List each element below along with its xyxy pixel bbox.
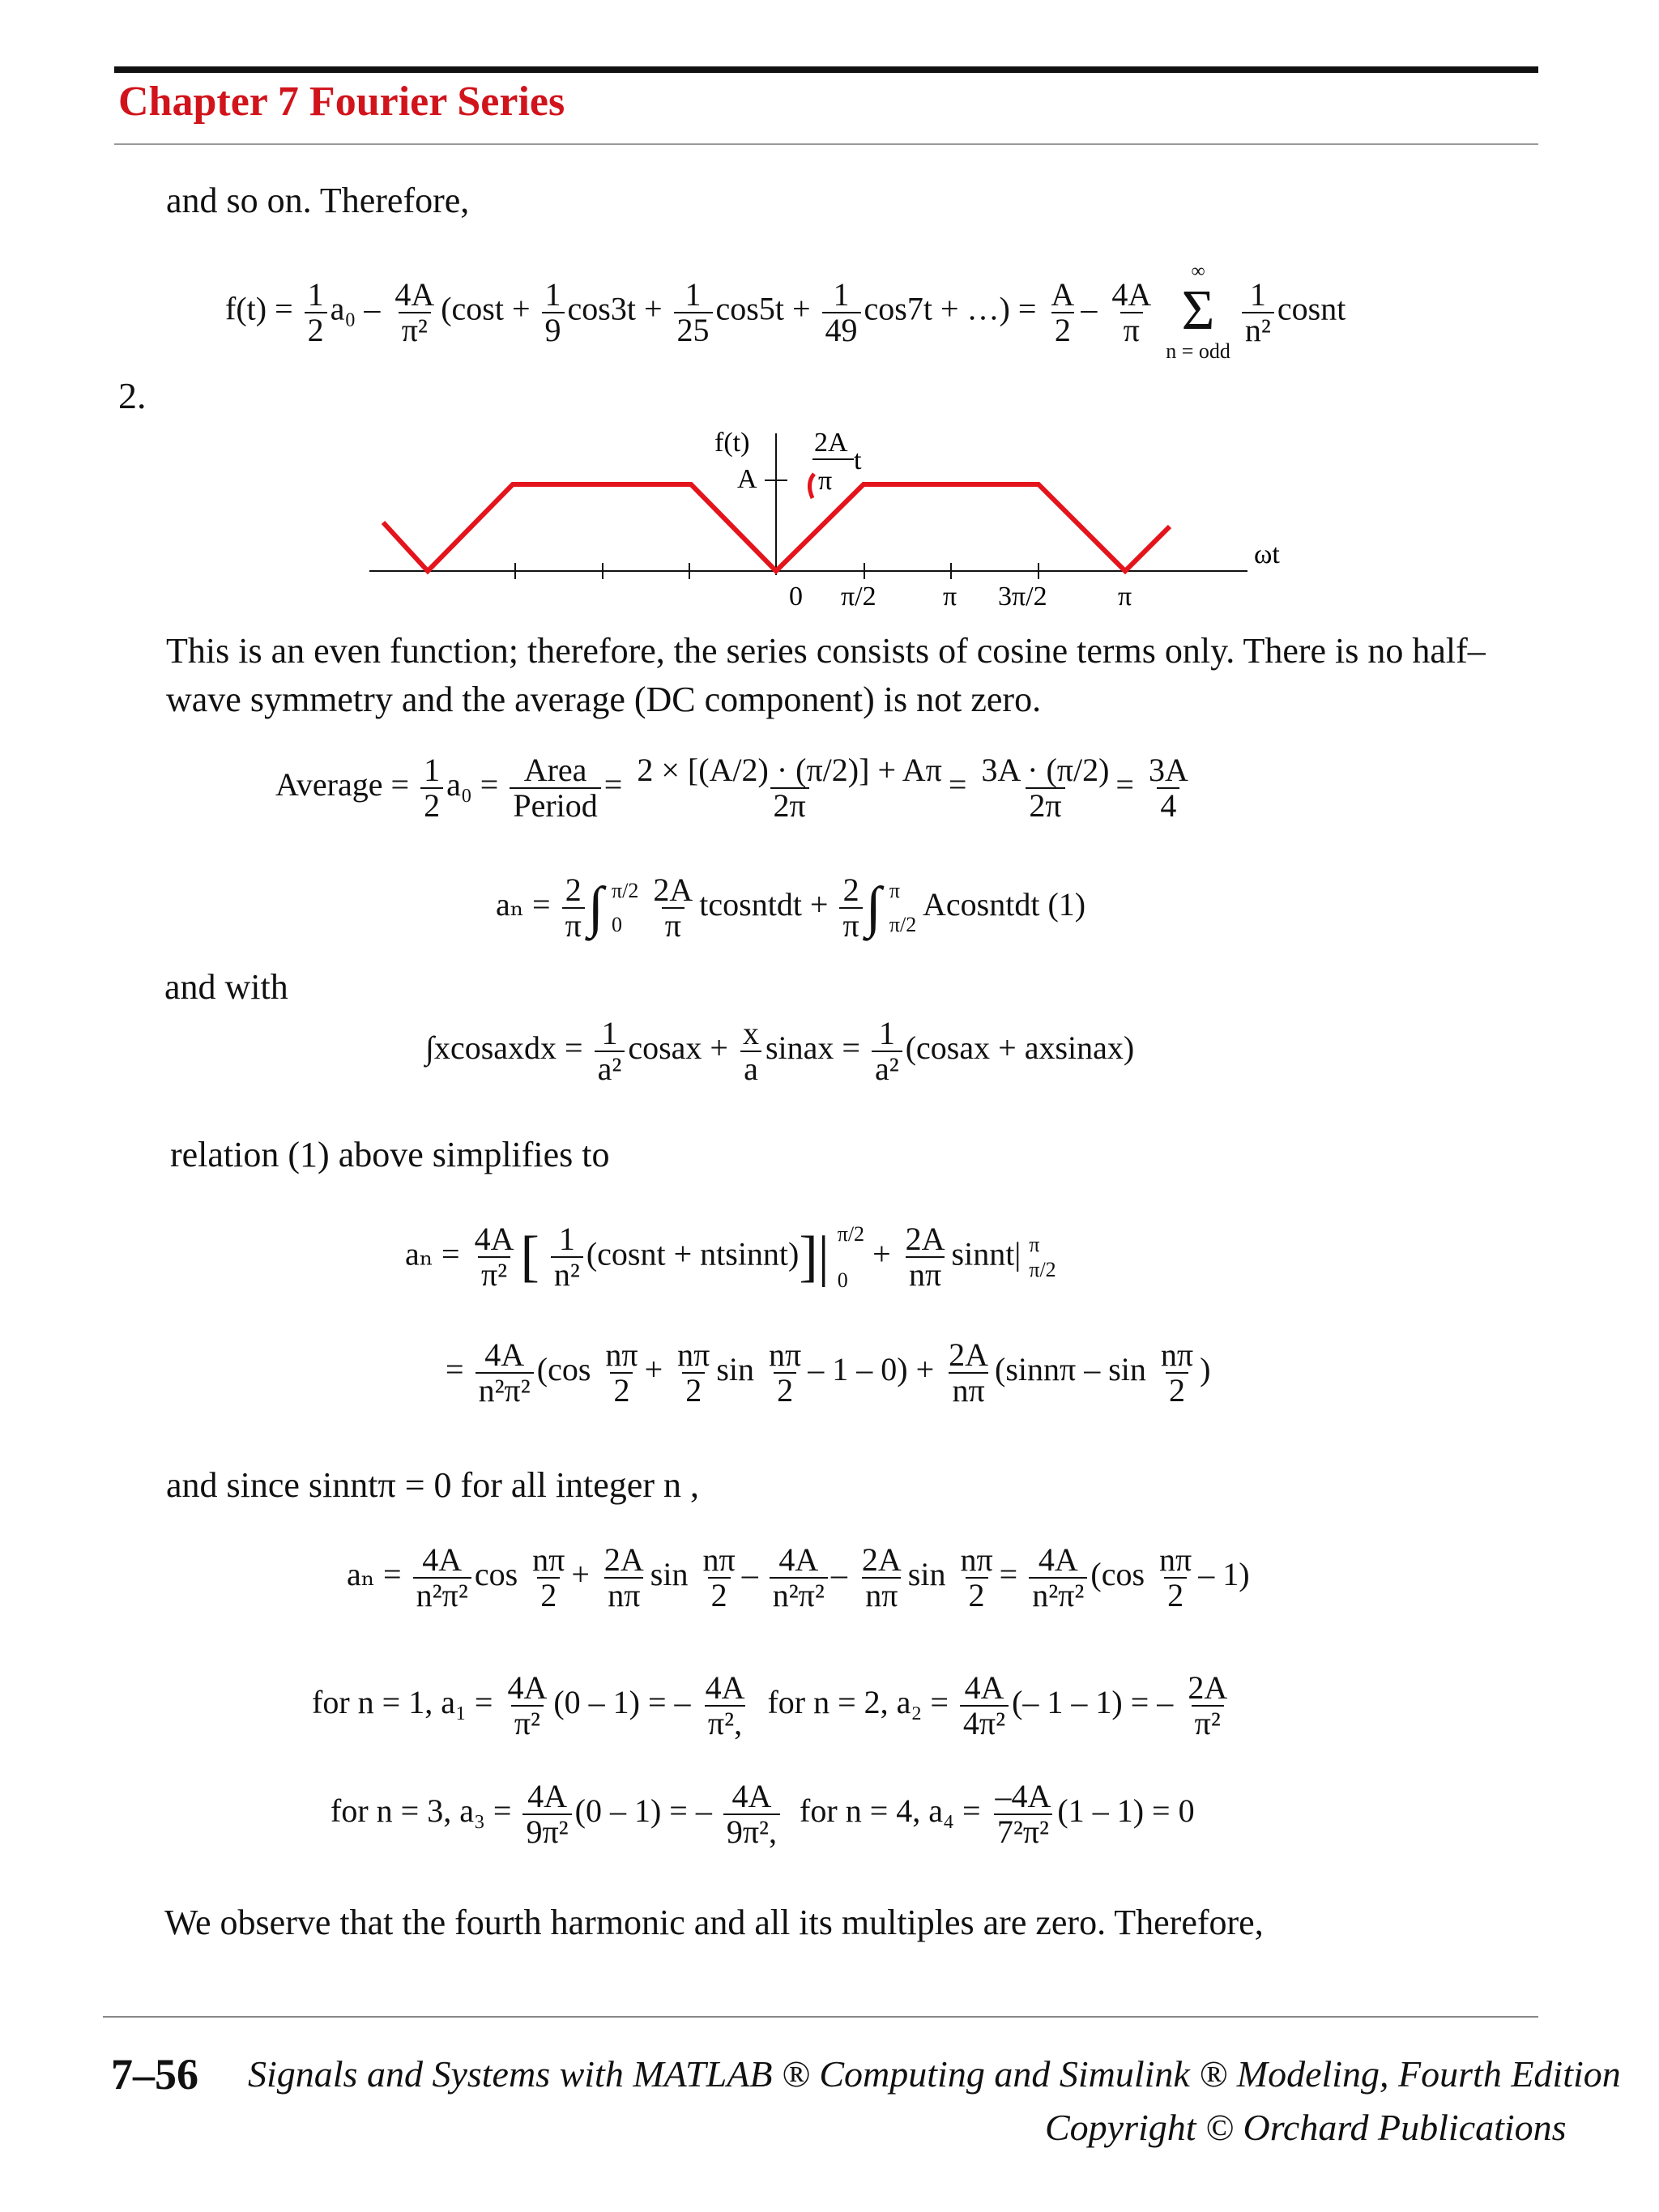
y-label: f(t) — [714, 428, 750, 458]
equation-an-expanded: = $\frac{4A}{\text{n²π²}}$ (cos $\frac{n\pi}{2}$ + $\frac{n\pi}{2}$ sin $\frac{n\pi}{2}$ – 1 – 0) + $\frac{2A}{n\pi}$ (sinnπ – sin $\frac{n\pi}{2}$ ) — [446, 1336, 1211, 1409]
x-tick-3: 3π/2 — [998, 582, 1047, 612]
copyright: Copyright © Orchard Publications — [1045, 2107, 1567, 2148]
book-title: Signals and Systems with MATLAB ® Computing and Simulink ® Modeling, Fourth Edition — [248, 2053, 1621, 2095]
footer-rule — [103, 2016, 1538, 2018]
x-label: ωt — [1254, 539, 1280, 569]
x-tick-0: 0 — [789, 582, 803, 612]
page-number: 7–56 — [111, 2050, 198, 2099]
equation-an-integral: aₙ = $\frac{2}{\pi}$ ∫ π/2 0 $\frac{2A}{\pi}$ tcosntdt + $\frac{2}{\pi}$ ∫ π π/2 Acosntdt (1) — [496, 872, 1086, 944]
text-relation: relation (1) above simplifies to — [170, 1135, 610, 1174]
equation-fourier-series: f(t) = $\frac{1}{2}$ a₀ – $\frac{4A}{\text{π²}}$ (cost + $\frac{1}{9}$ cos3t + $\frac{1}{25}$ cos5t + $\frac{1}{49}$ cos7t + …) = $\frac{A}{2}$ – $\frac{4A}{\pi}$ ∞ Σ n = odd $\frac{1}{\text{n²}}$ cosnt — [225, 261, 1346, 363]
text-since: and since sinntπ = 0 for all integer n , — [166, 1465, 699, 1505]
x-tick-1: π/2 — [841, 582, 876, 612]
header-rule — [114, 143, 1538, 145]
slope-t: t — [854, 445, 862, 475]
text-and-with: and with — [164, 967, 288, 1007]
text-observe: We observe that the fourth harmonic and all its multiples are zero. Therefore, — [164, 1903, 1264, 1942]
equation-an-evaluated: aₙ = $\frac{4A}{\text{π²}}$ [ $\frac{1}{\text{n²}}$ (cosnt + ntsinnt)]| π/2 0 + $\frac{2A}{n\pi}$ sinnt| π π/2 — [405, 1221, 1056, 1294]
x-tick-2: π — [943, 582, 957, 612]
slope-num: 2A — [814, 428, 848, 458]
paragraph-even-line2: wave symmetry and the average (DC component) is not zero. — [166, 680, 1042, 719]
waveform-plot — [356, 417, 1328, 620]
x-tick-4: π — [1118, 582, 1132, 612]
equation-an-final: aₙ = $\frac{4A}{\text{n²π²}}$ cos $\frac{n\pi}{2}$ + $\frac{2A}{n\pi}$ sin $\frac{n\pi}{2}$ – $\frac{4A}{\text{n²π²}}$ – $\frac{2A}{n\pi}$ sin $\frac{n\pi}{2}$ = $\frac{4A}{\text{n²π²}}$ (cos $\frac{n\pi}{2}$ – 1) — [347, 1541, 1250, 1613]
item-number: 2. — [118, 375, 147, 416]
equation-cases-row2: for n = 3, a₃ = $\frac{4A}{\text{9π²}}$ (0 – 1) = – $\frac{4A}{\text{9π²,}}$ for n = 4, a₄ = $\frac{-4A}{\text{7²π²}}$ (1 – 1) = 0 — [331, 1778, 1195, 1850]
slope-den: π — [818, 466, 833, 496]
paren-mark — [809, 474, 814, 498]
equation-average: Average = $\frac{1}{2}$ a₀ = $\frac{\text{Area}}{\text{Period}}$ = $\frac{2 \times [(A/2) \cdot (\pi/2)] + A\pi}{2\pi}$ = $\frac{3A \cdot (\pi/2)}{2\pi}$ = $\frac{3A}{4}$ — [275, 752, 1188, 824]
y-tick-label: A — [737, 464, 757, 494]
chapter-title: Chapter 7 Fourier Series — [118, 79, 565, 125]
paragraph-even-line1: This is an even function; therefore, the series consists of cosine terms only. There is no half– — [166, 631, 1486, 671]
equation-integral-identity: ∫xcosaxdx = $\frac{1}{\text{a²}}$ cosax + $\frac{x}{a}$ sinax = $\frac{1}{\text{a²}}$ (cosax + axsinax) — [425, 1015, 1135, 1087]
equation-cases-row1: for n = 1, a₁ = $\frac{4A}{\text{π²}}$ (0 – 1) = – $\frac{4A}{\text{π²,}}$ for n = 2, a₂ = $\frac{4A}{\text{4π²}}$ (– 1 – 1) = – $\frac{2A}{\text{π²}}$ — [312, 1669, 1228, 1741]
text-so-on: and so on. Therefore, — [166, 181, 470, 220]
top-rule — [114, 66, 1538, 73]
